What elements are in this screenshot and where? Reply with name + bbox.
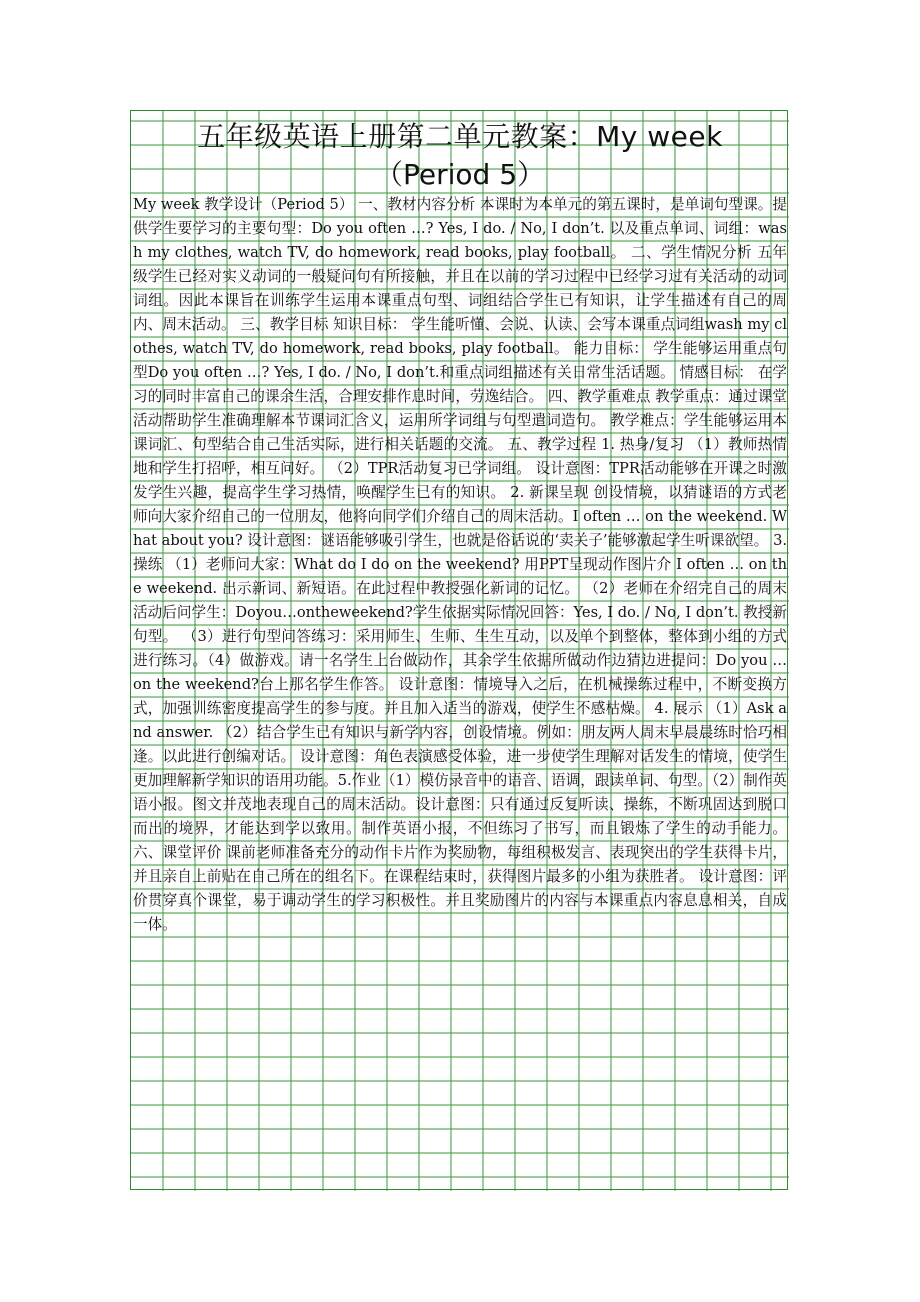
document-body: My week 教学设计（Period 5） 一、教材内容分析 本课时为本单元的第五课时，是单词句型课。提供学生要学习的主要句型：Do you often …? Yes, I do. / No, I don’t. 以及重点单词、词组：wash my clothes, watch TV, do homework, read books, play football。 二、学生情况分析 五年级学生已经对实义动词的一般疑问句有所接触，并且在以前的学习过程中已经学习过有关活动的动词词组。因此本课旨在训练学生运用本课重点句型、词组结合学生已有知识，让学生描述有自己的周内、周末活动。 三、教学目标 知识目标： 学生能听懂、会说、认读、会写本课重点词组wash my clothes, watch TV, do homework, read books, play football。 能力目标： 学生能够运用重点句型Do you often …? Yes, I do. / No, I don’t.和重点词组描述有关日常生活话题。 情感目标： 在学习的同时丰富自己的课余生活，合理安排作息时间，劳逸结合。 四、教学重难点 教学重点：通过课堂活动帮助学生准确理解本节课词汇含义，运用所学词组与句型遣词造句。 教学难点：学生能够运用本课词汇、句型结合自己生活实际，进行相关话题的交流。 五、教学过程 1. 热身/复习 （1）教师热情地和学生打招呼，相互问好。 （2）TPR活动复习已学词组。 设计意图：TPR活动能够在开课之时激发学生兴趣，提高学生学习热情，唤醒学生已有的知识。 2. 新课呈现 创设情境，以猜谜语的方式老师向大家介绍自己的一位朋友，他将向同学们介绍自己的周末活动。I often … on the weekend. What about you? 设计意图：谜语能够吸引学生，也就是俗话说的‘卖关子’能够激起学生听课欲望。 3.操练 （1）老师问大家：What do I do on the weekend? 用PPT呈现动作图片介 I often … on the weekend. 出示新词、新短语。在此过程中教授强化新词的记忆。 （2）老师在介绍完自己的周末活动后问学生：Doyou…ontheweekend?学生依据实际情况回答：Yes, I do. / No, I don’t. 教授新句型。 （3）进行句型问答练习：采用师生、生师、生生互动，以及单个到整体，整体到小组的方式进行练习。（4）做游戏。请一名学生上台做动作，其余学生依据所做动作边猜边进提问：Do you … on the weekend?台上那名学生作答。 设计意图：情境导入之后，在机械操练过程中，不断变换方式，加强训练密度提高学生的参与度。并且加入适当的游戏，使学生不感枯燥。 4. 展示 （1）Ask and answer. （2）结合学生已有知识与新学内容，创设情境。例如：朋友两人周末早晨晨练时恰巧相逢。以此进行创编对话。 设计意图：角色表演感受体验，进一步使学生理解对话发生的情境，使学生更加理解新学知识的语用功能。5.作业（1）模仿录音中的语音、语调，跟读单词、句型。（2）制作英语小报。图文并茂地表现自己的周末活动。设计意图：只有通过反复听读、操练，不断巩固达到脱口而出的境界，才能达到学以致用。制作英语小报，不但练习了书写，而且锻炼了学生的动手能力。 六、课堂评价 课前老师准备充分的动作卡片作为奖励物，每组积极发言、表现突出的学生获得卡片，并且亲自上前贴在自己所在的组名下。在课程结束时，获得图片最多的小组为获胜者。 设计意图：评价贯穿真个课堂，易于调动学生的学习积极性。并且奖励图片的内容与本课重点内容息息相关，自成一体。 xyxy=(133,196,787,933)
document-title: 五年级英语上册第二单元教案：My week xyxy=(197,120,723,153)
document-subtitle: （Period 5） xyxy=(374,158,546,191)
document-sheet xyxy=(130,110,788,1190)
